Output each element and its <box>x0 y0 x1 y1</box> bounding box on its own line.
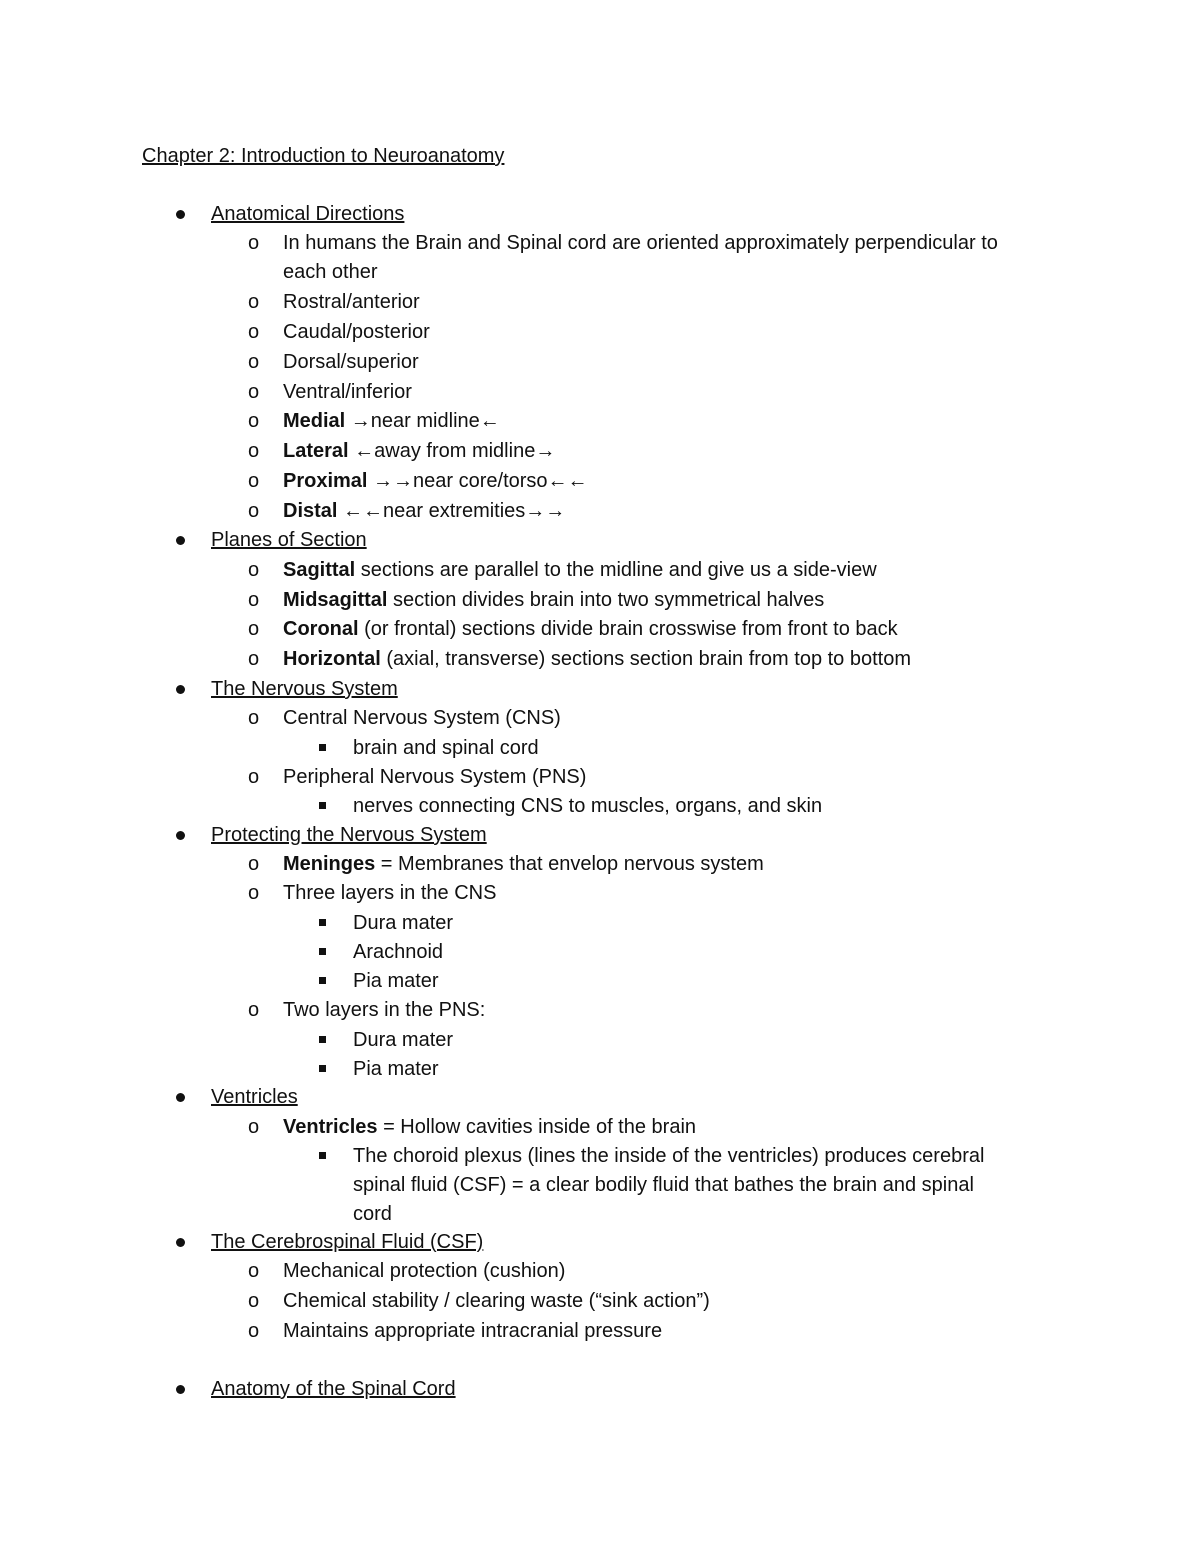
section-heading-anatomical-directions: Anatomical Directions <box>211 203 405 225</box>
bullet-dot <box>176 536 185 545</box>
list-item <box>283 645 911 673</box>
bullet-circle: o <box>248 853 260 875</box>
bullet-square <box>319 948 326 955</box>
list-item <box>283 1113 696 1141</box>
sub-list-item-continuation: cord <box>353 1203 392 1225</box>
definition: (or frontal) sections divide brain crosswise from front to back <box>358 618 898 640</box>
bullet-square <box>319 919 326 926</box>
bullet-circle: o <box>248 291 260 313</box>
term: Distal <box>283 500 338 522</box>
sub-list-item: brain and spinal cord <box>353 737 539 759</box>
definition: ←away from midline→ <box>348 440 556 462</box>
bullet-circle: o <box>248 882 260 904</box>
definition: section divides brain into two symmetrical halves <box>387 589 825 611</box>
bullet-circle: o <box>248 766 260 788</box>
list-item <box>283 497 565 525</box>
bullet-dot <box>176 831 185 840</box>
list-item <box>283 556 877 584</box>
bullet-circle: o <box>248 559 260 581</box>
list-item: Two layers in the PNS: <box>283 999 486 1021</box>
bullet-circle: o <box>248 410 260 432</box>
bullet-circle: o <box>248 1290 260 1312</box>
term: Meninges <box>283 853 376 875</box>
term: Medial <box>283 410 346 432</box>
bullet-square <box>319 1065 326 1072</box>
list-item: Central Nervous System (CNS) <box>283 707 561 729</box>
bullet-circle: o <box>248 999 260 1021</box>
list-item: Rostral/anterior <box>283 291 420 313</box>
list-item <box>283 850 764 878</box>
sub-list-item: Dura mater <box>353 912 454 934</box>
bullet-circle: o <box>248 1116 260 1138</box>
list-item: Mechanical protection (cushion) <box>283 1260 566 1282</box>
bullet-square <box>319 802 326 809</box>
definition: = Membranes that envelop nervous system <box>375 853 764 875</box>
definition: →→near core/torso←← <box>367 470 588 492</box>
definition: →near midline← <box>345 410 500 432</box>
bullet-square <box>319 1036 326 1043</box>
bullet-circle: o <box>248 500 260 522</box>
sub-list-item: The choroid plexus (lines the inside of the ventricles) produces cerebral <box>353 1145 985 1167</box>
term: Lateral <box>283 440 349 462</box>
term: Ventricles <box>283 1116 378 1138</box>
list-item: Maintains appropriate intracranial pressure <box>283 1320 663 1342</box>
list-item: Peripheral Nervous System (PNS) <box>283 766 587 788</box>
bullet-square <box>319 977 326 984</box>
sub-list-item: Dura mater <box>353 1029 454 1051</box>
term: Midsagittal <box>283 589 388 611</box>
sub-list-item: Arachnoid <box>353 941 444 963</box>
list-item: Ventral/inferior <box>283 381 412 403</box>
bullet-dot <box>176 1093 185 1102</box>
term: Coronal <box>283 618 359 640</box>
list-item <box>283 467 588 495</box>
sub-list-item: Pia mater <box>353 1058 439 1080</box>
bullet-circle: o <box>248 1320 260 1342</box>
bullet-circle: o <box>248 440 260 462</box>
section-heading-planes-of-section: Planes of Section <box>211 529 367 551</box>
bullet-dot <box>176 1385 185 1394</box>
definition: (axial, transverse) sections section brain from top to bottom <box>380 648 912 670</box>
list-item: Caudal/posterior <box>283 321 430 343</box>
term: Sagittal <box>283 559 356 581</box>
list-item <box>283 437 555 465</box>
term: Proximal <box>283 470 368 492</box>
bullet-circle: o <box>248 470 260 492</box>
list-item <box>283 586 824 614</box>
bullet-circle: o <box>248 707 260 729</box>
bullet-circle: o <box>248 589 260 611</box>
sub-list-item: Pia mater <box>353 970 439 992</box>
bullet-circle: o <box>248 381 260 403</box>
page-title: Chapter 2: Introduction to Neuroanatomy <box>142 145 505 167</box>
section-heading-protecting-nervous-system: Protecting the Nervous System <box>211 824 487 846</box>
definition: = Hollow cavities inside of the brain <box>377 1116 697 1138</box>
list-item <box>283 407 500 435</box>
list-item <box>283 615 898 643</box>
section-heading-ventricles: Ventricles <box>211 1086 298 1108</box>
list-item: In humans the Brain and Spinal cord are oriented approximately perpendicular to <box>283 232 998 254</box>
section-heading-nervous-system: The Nervous System <box>211 678 398 700</box>
term: Horizontal <box>283 648 381 670</box>
bullet-circle: o <box>248 648 260 670</box>
section-heading-spinal-cord: Anatomy of the Spinal Cord <box>211 1378 456 1400</box>
sub-list-item: nerves connecting CNS to muscles, organs, and skin <box>353 795 823 817</box>
definition: sections are parallel to the midline and give us a side-view <box>355 559 877 581</box>
list-item: Dorsal/superior <box>283 351 419 373</box>
bullet-dot <box>176 210 185 219</box>
bullet-square <box>319 1152 326 1159</box>
bullet-dot <box>176 1238 185 1247</box>
list-item: Chemical stability / clearing waste (“sink action”) <box>283 1290 710 1312</box>
bullet-square <box>319 744 326 751</box>
bullet-circle: o <box>248 351 260 373</box>
bullet-circle: o <box>248 618 260 640</box>
bullet-circle: o <box>248 1260 260 1282</box>
section-heading-csf: The Cerebrospinal Fluid (CSF) <box>211 1231 484 1253</box>
list-item: Three layers in the CNS <box>283 882 497 904</box>
bullet-circle: o <box>248 321 260 343</box>
sub-list-item-continuation: spinal fluid (CSF) = a clear bodily fluid that bathes the brain and spinal <box>353 1174 974 1196</box>
list-item-continuation: each other <box>283 261 378 283</box>
definition: ←←near extremities→→ <box>337 500 566 522</box>
bullet-circle: o <box>248 232 260 254</box>
bullet-dot <box>176 685 185 694</box>
